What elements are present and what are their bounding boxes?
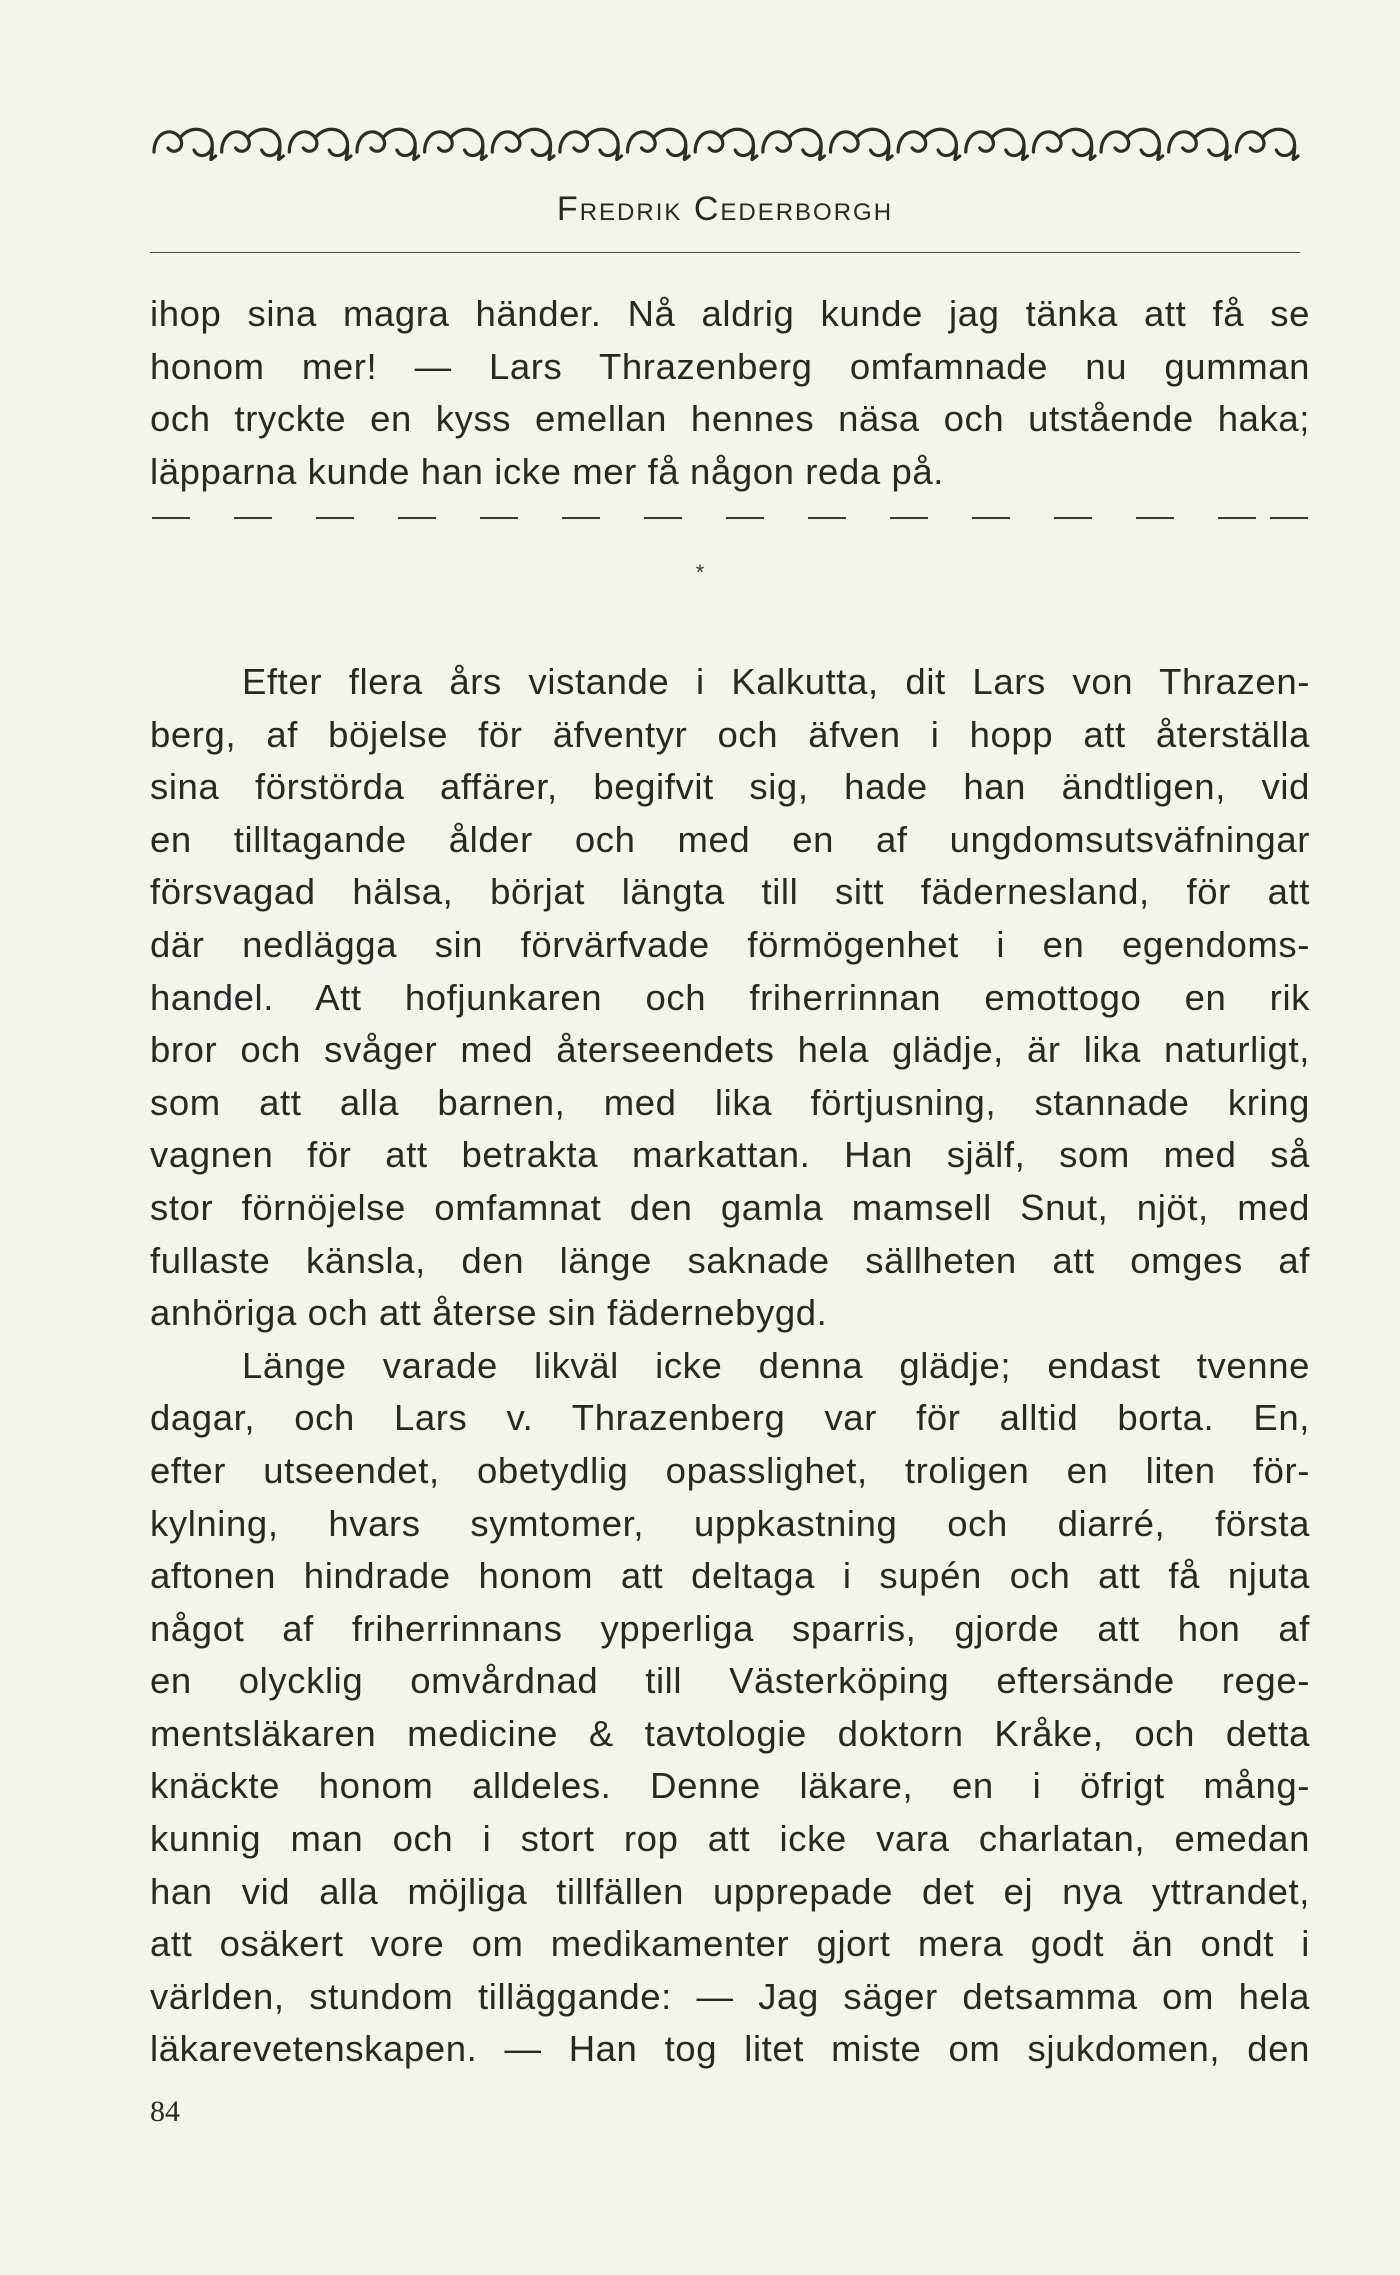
text-line: vagnen för att betrakta markattan. Han själf, som med så <box>150 1134 1310 1176</box>
text-line: bror och svåger med återseendets hela glädje, är lika naturligt, <box>150 1029 1310 1071</box>
paragraph-one <box>150 656 1310 2076</box>
text-line: ihop sina magra händer. Nå aldrig kunde jag tänka att få se <box>150 293 1310 334</box>
ornament-scroll-motif <box>154 129 216 159</box>
text-line: sina förstörda affärer, begifvit sig, hade han ändtligen, vid <box>150 766 1310 808</box>
text-line: aftonen hindrade honom att deltaga i supén och att få njuta <box>150 1555 1310 1597</box>
text-line: något af friherrinnans ypperliga sparris, gjorde att hon af <box>150 1607 1310 1649</box>
ornament-scroll-motif <box>492 129 554 159</box>
running-head: Fredrik Cederborgh <box>556 190 894 228</box>
ornament-scroll-motif <box>966 129 1028 159</box>
header-rule <box>150 252 1300 253</box>
text-line: efter utseendet, obetydlig opasslighet, troligen en liten för- <box>150 1449 1310 1491</box>
page-number: 84 <box>150 2095 180 2128</box>
ornament-scroll-motif <box>1101 129 1163 159</box>
text-line: försvagad hälsa, börjat längta till sitt fädernesland, för att <box>150 871 1310 913</box>
ornament-scroll-motif <box>695 129 757 159</box>
section-break-asterisk: * <box>695 560 705 585</box>
text-line: kylning, hvars symtomer, uppkastning och diarré, första <box>150 1502 1310 1544</box>
text-line: världen, stundom tilläggande: — Jag säger detsamma om hela <box>150 1975 1310 2017</box>
decorative-border-ornament <box>150 112 1300 174</box>
text-line: han vid alla möjliga tillfällen upprepade det ej nya yttrandet, <box>150 1870 1310 1912</box>
ornament-scroll-motif <box>628 129 690 159</box>
text-line: och tryckte en kyss emellan hennes näsa och utstående haka; <box>150 398 1310 440</box>
ornament-scroll-motif <box>560 129 622 159</box>
ornament-scroll-motif <box>1033 129 1095 159</box>
text-line: att osäkert vore om medikamenter gjort mera godt än ondt i <box>150 1923 1310 1965</box>
text-line: en tilltagande ålder och med en af ungdomsutsväfningar <box>150 818 1310 860</box>
text-line: där nedlägga sin förvärfvade förmögenhet i en egendoms- <box>150 923 1310 965</box>
ornament-scroll-motif <box>830 129 892 159</box>
ornament-scroll-motif <box>1236 129 1298 159</box>
text-line: Efter flera års vistande i Kalkutta, dit Lars von Thrazen- <box>242 661 1310 702</box>
dash-separator-row <box>150 512 1310 524</box>
ornament-scroll-motif <box>425 129 487 159</box>
text-line: knäckte honom alldeles. Denne läkare, en i öfrigt mång- <box>150 1765 1310 1807</box>
text-line: dagar, och Lars v. Thrazenberg var för alltid borta. En, <box>150 1397 1310 1439</box>
text-line: läkarevetenskapen. — Han tog litet miste om sjukdomen, den <box>150 2028 1310 2070</box>
continuation-text <box>150 288 1310 498</box>
text-line: honom mer! — Lars Thrazenberg omfamnade nu gumman <box>150 345 1310 387</box>
text-line: berg, af böjelse för äfventyr och äfven i hopp att återställa <box>150 713 1310 755</box>
text-line: anhöriga och att återse sin fädernebygd. <box>150 1292 828 1334</box>
ornament-scroll-motif <box>1169 129 1231 159</box>
ornament-scroll-motif <box>222 129 284 159</box>
text-line: som att alla barnen, med lika förtjusning, stannade kring <box>150 1081 1310 1123</box>
text-line: Länge varade likväl icke denna glädje; endast tvenne <box>242 1344 1310 1386</box>
ornament-scroll-motif <box>763 129 825 159</box>
text-line: stor förnöjelse omfamnat den gamla mamsell Snut, njöt, med <box>150 1186 1310 1228</box>
text-line: en olycklig omvårdnad till Västerköping eftersände rege- <box>150 1660 1310 1702</box>
text-line: handel. Att hofjunkaren och friherrinnan emottogo en rik <box>150 976 1310 1018</box>
ornament-scroll-motif <box>898 129 960 159</box>
text-line: läpparna kunde han icke mer få någon reda på. <box>150 450 945 492</box>
ornament-scroll-motif <box>357 129 419 159</box>
text-line: mentsläkaren medicine & tavtologie doktorn Kråke, och detta <box>150 1712 1310 1754</box>
text-line: fullaste känsla, den länge saknade sällheten att omges af <box>150 1239 1310 1281</box>
ornament-scroll-motif <box>289 129 351 159</box>
text-line: kunnig man och i stort rop att icke vara charlatan, emedan <box>150 1818 1310 1860</box>
